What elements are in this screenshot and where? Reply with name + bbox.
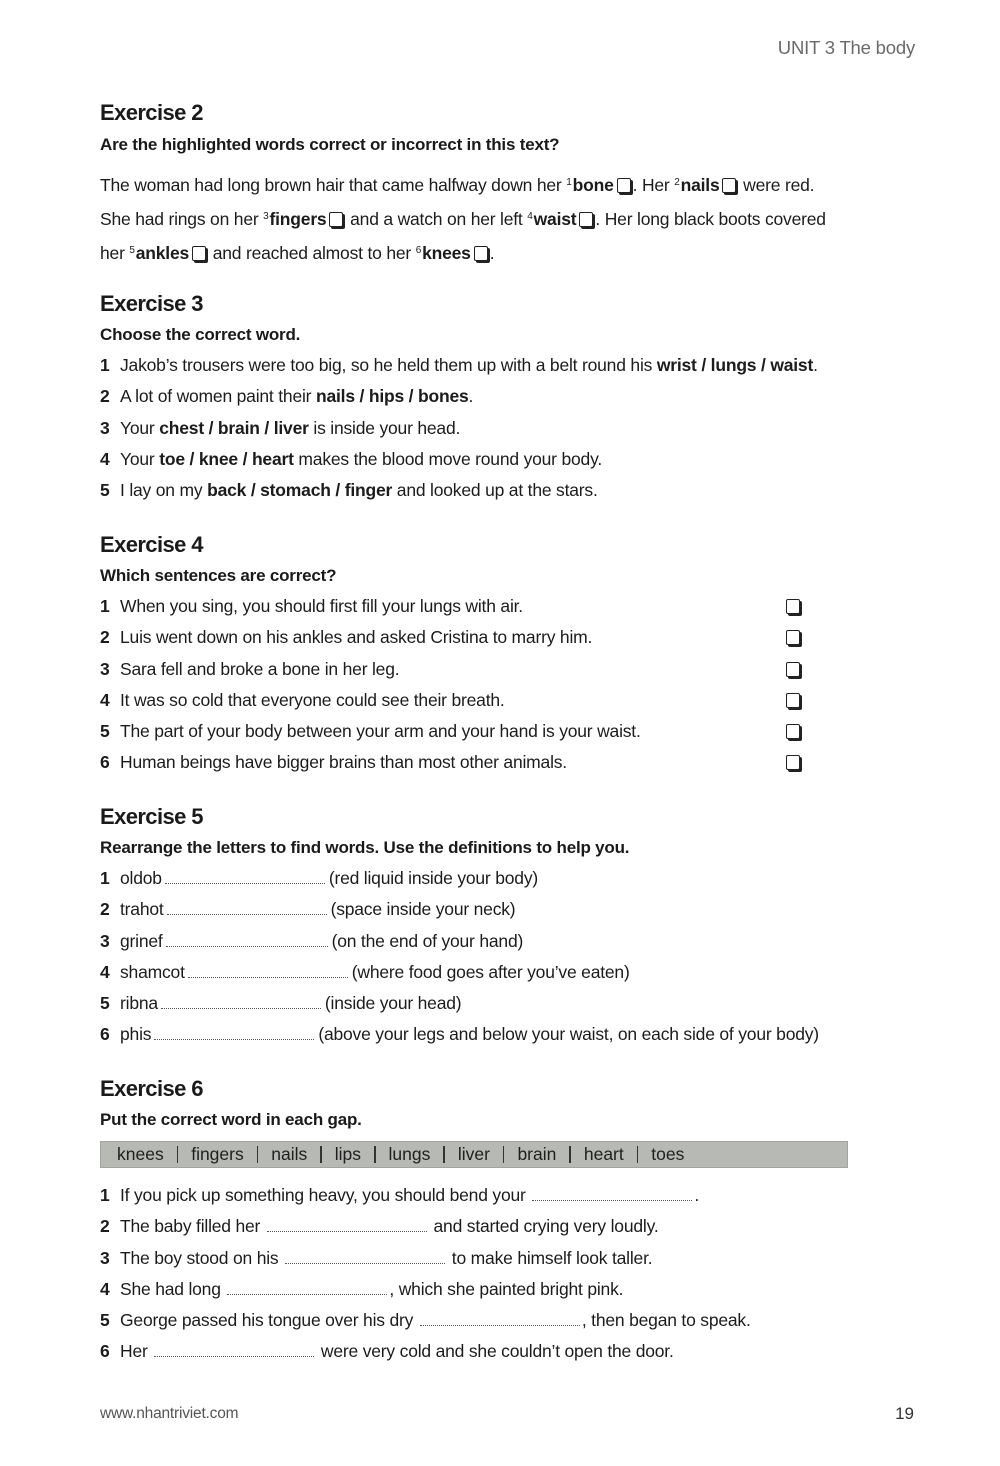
item-number: 2	[100, 386, 110, 407]
list-item	[100, 1211, 920, 1242]
word-box-item: lungs	[388, 1144, 431, 1164]
checkbox-3[interactable]	[329, 212, 343, 227]
separator	[503, 1146, 505, 1163]
word-box-item: heart	[583, 1144, 624, 1164]
list-item	[100, 654, 920, 685]
item-text-after: , then began to speak.	[581, 1310, 751, 1331]
answer-blank[interactable]	[166, 933, 328, 947]
exercise-3-list	[100, 350, 920, 506]
answer-blank[interactable]	[532, 1187, 692, 1201]
item-text-before: Jakob’s trousers were too big, so he held them up with a belt round his	[120, 355, 657, 375]
checkbox[interactable]	[786, 599, 800, 614]
item-number: 2	[100, 627, 110, 648]
answer-blank[interactable]	[154, 1343, 314, 1357]
list-item	[100, 1243, 920, 1274]
highlighted-word: fingers	[269, 209, 327, 229]
item-text-after: were very cold and she couldn’t open the door.	[316, 1341, 674, 1362]
item-number: 1	[100, 868, 110, 888]
highlighted-word: bone	[572, 175, 614, 195]
list-item	[100, 926, 920, 957]
item-number: 1	[100, 355, 110, 375]
page-number: 19	[895, 1404, 914, 1423]
item-number: 1	[100, 596, 110, 616]
word-options[interactable]: nails / hips / bones	[315, 386, 469, 407]
checkbox-1[interactable]	[617, 178, 631, 193]
answer-blank[interactable]	[161, 995, 321, 1009]
list-item	[100, 444, 920, 475]
item-number: 3	[100, 658, 110, 679]
checkbox-5[interactable]	[192, 246, 206, 261]
item-number: 4	[100, 689, 110, 710]
item-number: 6	[100, 752, 110, 773]
definition: (red liquid inside your body)	[328, 868, 539, 888]
list-item	[100, 747, 920, 778]
definition: (above your legs and below your waist, on each side of your body)	[318, 1024, 819, 1045]
item-number: 1	[100, 1185, 110, 1205]
answer-blank[interactable]	[420, 1312, 580, 1326]
word-box-item: fingers	[191, 1144, 244, 1164]
unit-header: UNIT 3 The body	[777, 37, 915, 58]
answer-blank[interactable]	[227, 1281, 387, 1295]
item-number: 3	[100, 417, 110, 438]
definition: (where food goes after you’ve eaten)	[351, 961, 630, 982]
item-number: 3	[100, 1247, 110, 1268]
answer-blank[interactable]	[167, 901, 327, 915]
item-text-after: to make himself look taller.	[447, 1247, 653, 1268]
list-item	[100, 350, 920, 381]
separator	[637, 1146, 639, 1163]
separator	[443, 1146, 445, 1163]
item-number: 5	[100, 993, 110, 1014]
exercise-3	[100, 289, 920, 506]
checkbox-6[interactable]	[474, 246, 488, 261]
scrambled-letters: ribna	[120, 993, 158, 1014]
exercise-instruction: Put the correct word in each gap.	[100, 1110, 362, 1129]
exercise-2-text	[100, 167, 920, 269]
separator	[569, 1146, 571, 1163]
exercise-title: Exercise 2	[100, 100, 203, 125]
list-item	[100, 381, 920, 412]
item-text-before: The boy stood on his	[120, 1247, 284, 1268]
item-text-after: and started crying very loudly.	[428, 1216, 659, 1237]
item-number: 3	[100, 930, 110, 951]
list-item	[100, 863, 920, 894]
exercise-4	[100, 530, 920, 779]
item-number: 6	[100, 1024, 110, 1045]
list-item	[100, 1180, 920, 1211]
exercise-title: Exercise 3	[100, 291, 203, 316]
list-item	[100, 988, 920, 1019]
word-box-item: brain	[517, 1144, 557, 1164]
item-text-after: .	[468, 386, 474, 407]
item-number: 2	[100, 1216, 110, 1237]
checkbox[interactable]	[786, 724, 800, 739]
answer-blank[interactable]	[267, 1218, 427, 1232]
item-text-before: A lot of women paint their	[120, 386, 316, 407]
scrambled-letters: phis	[120, 1024, 152, 1045]
word-box-item: knees	[117, 1144, 164, 1164]
item-number: 6	[100, 1341, 110, 1362]
word-options[interactable]: toe / knee / heart	[159, 448, 294, 469]
sentence-text: When you sing, you should first fill your lungs with air.	[120, 596, 523, 616]
item-text-before: Her	[120, 1341, 153, 1362]
list-item	[100, 591, 920, 622]
exercise-instruction: Are the highlighted words correct or incorrect in this text?	[100, 135, 560, 154]
separator	[177, 1146, 179, 1163]
word-box-item: nails	[271, 1144, 308, 1164]
item-text-after: makes the blood move round your body.	[293, 448, 602, 469]
item-number: 2	[100, 899, 110, 920]
list-item	[100, 1305, 920, 1336]
item-text-before: I lay on my	[120, 480, 208, 501]
exercise-5-list	[100, 863, 920, 1051]
scrambled-letters: trahot	[120, 899, 164, 920]
exercise-instruction: Rearrange the letters to find words. Use the definitions to help you.	[100, 838, 630, 857]
word-options[interactable]: chest / brain / liver	[159, 417, 309, 438]
highlighted-word: knees	[422, 243, 471, 263]
list-item	[100, 622, 920, 653]
footer-url: www.nhantriviet.com	[100, 1405, 239, 1422]
word-box	[100, 1141, 848, 1168]
separator	[320, 1146, 322, 1163]
list-item	[100, 716, 920, 747]
exercise-4-list	[100, 591, 920, 779]
definition: (space inside your neck)	[330, 899, 516, 920]
item-text-before: She had long	[120, 1278, 226, 1299]
list-item	[100, 413, 920, 444]
item-number: 4	[100, 1278, 110, 1299]
text-line: her $^5$ankles and reached almost to her $^6$knees .	[100, 243, 495, 263]
checkbox-2[interactable]	[722, 178, 736, 193]
text-line: The woman had long brown hair that came halfway down her $^1$bone . Her $^2$nails were red.	[100, 175, 815, 195]
item-text-before: Your	[120, 417, 160, 438]
list-item	[100, 475, 920, 506]
checkbox[interactable]	[786, 693, 800, 708]
item-text-before: The baby filled her	[120, 1216, 265, 1237]
item-number: 5	[100, 1310, 110, 1331]
highlighted-word: waist	[533, 209, 577, 229]
item-number: 4	[100, 961, 110, 982]
exercise-6-list	[100, 1180, 920, 1368]
highlighted-word: nails	[680, 175, 720, 195]
list-item	[100, 1019, 920, 1050]
separator	[374, 1146, 376, 1163]
answer-blank[interactable]	[285, 1250, 445, 1264]
exercise-6	[100, 1074, 920, 1368]
exercise-5	[100, 802, 920, 1051]
item-text-before: If you pick up something heavy, you should bend your	[120, 1185, 531, 1205]
list-item	[100, 1274, 920, 1305]
list-item	[100, 1336, 920, 1367]
item-number: 4	[100, 448, 110, 469]
checkbox[interactable]	[786, 630, 800, 645]
sentence-text: It was so cold that everyone could see their breath.	[120, 689, 505, 710]
highlighted-word: ankles	[135, 243, 190, 263]
item-text-before: Your	[120, 448, 160, 469]
scrambled-letters: shamcot	[120, 961, 185, 982]
item-text-after: and looked up at the stars.	[392, 480, 598, 501]
word-box-item: lips	[334, 1144, 361, 1164]
checkbox[interactable]	[786, 755, 800, 770]
item-text-before: George passed his tongue over his dry	[120, 1310, 418, 1331]
exercise-instruction: Choose the correct word.	[100, 325, 301, 344]
list-item	[100, 685, 920, 716]
answer-blank[interactable]	[165, 870, 325, 884]
exercise-2	[100, 98, 920, 269]
exercise-title: Exercise 5	[100, 804, 203, 829]
separator	[257, 1146, 259, 1163]
sentence-text: Luis went down on his ankles and asked Cristina to marry him.	[120, 627, 593, 648]
scrambled-letters: grinef	[120, 930, 163, 951]
item-text-after: , which she painted bright pink.	[389, 1278, 624, 1299]
scrambled-letters: oldob	[120, 868, 162, 888]
checkbox[interactable]	[786, 662, 800, 677]
word-box-item: liver	[457, 1144, 490, 1164]
item-number: 5	[100, 480, 110, 501]
definition: (inside your head)	[324, 993, 462, 1014]
checkbox-4[interactable]	[579, 212, 593, 227]
item-text-after: .	[813, 355, 818, 375]
item-number: 5	[100, 721, 110, 742]
exercise-instruction: Which sentences are correct?	[100, 566, 337, 585]
word-options[interactable]: wrist / lungs / waist	[656, 355, 814, 375]
text-line: She had rings on her $^3$fingers and a watch on her left $^4$waist . Her long black boots covered	[100, 209, 826, 229]
item-text-after: is inside your head.	[308, 417, 461, 438]
sentence-text: The part of your body between your arm and your hand is your waist.	[120, 721, 641, 742]
answer-blank[interactable]	[154, 1026, 314, 1040]
list-item	[100, 957, 920, 988]
exercise-title: Exercise 6	[100, 1076, 203, 1101]
item-text-after: .	[694, 1185, 699, 1205]
answer-blank[interactable]	[188, 964, 348, 978]
sentence-text: Sara fell and broke a bone in her leg.	[120, 658, 400, 679]
definition: (on the end of your hand)	[331, 930, 524, 951]
sentence-text: Human beings have bigger brains than most other animals.	[120, 752, 567, 773]
word-box-item: toes	[651, 1144, 685, 1164]
list-item	[100, 894, 920, 925]
exercise-title: Exercise 4	[100, 532, 203, 557]
word-options[interactable]: back / stomach / finger	[207, 480, 393, 501]
